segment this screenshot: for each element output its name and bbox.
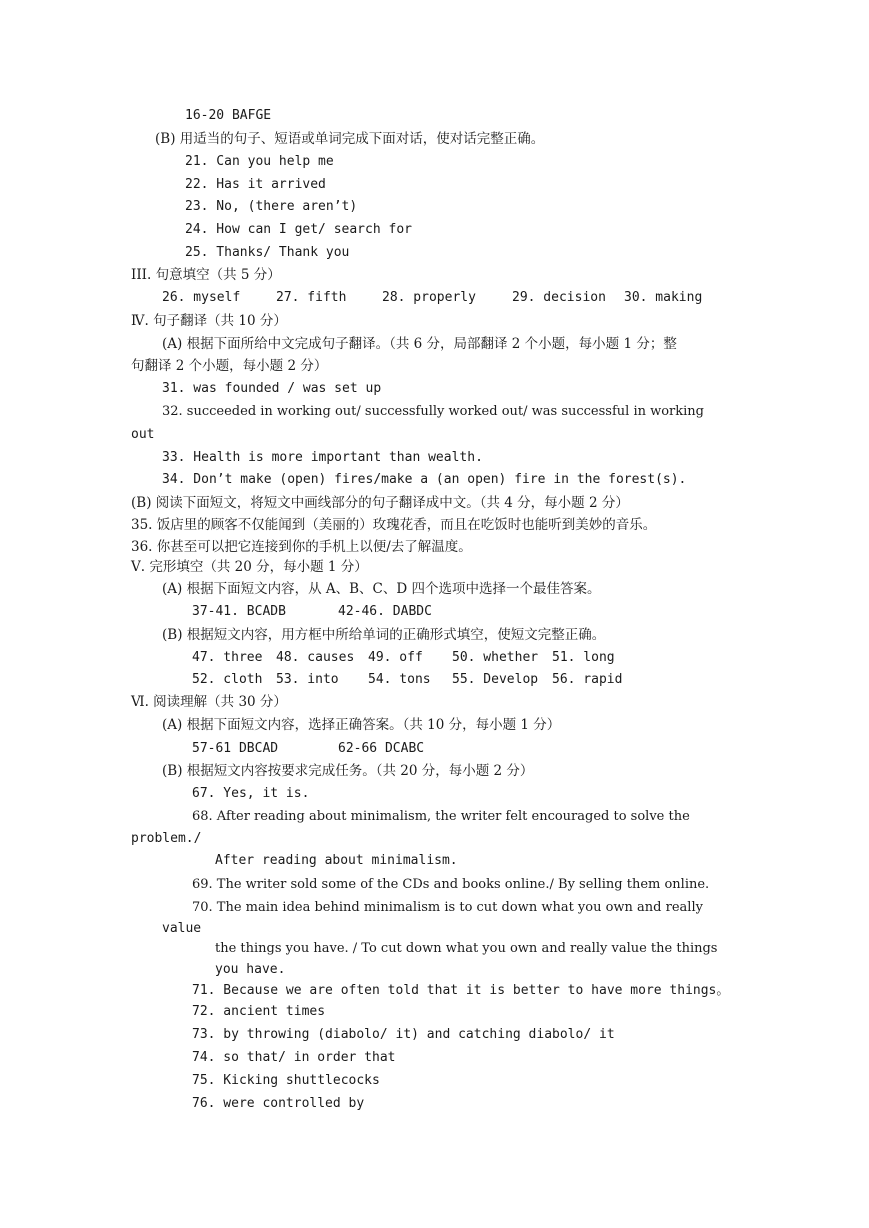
answer-68-cont: problem./ <box>131 831 202 846</box>
answer-21: 21. Can you help me <box>185 154 334 169</box>
answer-52: 52. cloth <box>192 672 263 687</box>
answer-49: 49. off <box>368 650 423 665</box>
section-5a-heading: (A) 根据下面短文内容，从 A、B、C、D 四个选项中选择一个最佳答案。 <box>162 581 601 597</box>
answer-67: 67. Yes, it is. <box>192 786 310 801</box>
answers-26-30 <box>162 289 702 307</box>
answer-71: 71. Because we are often told that it is better to have more things。 <box>192 983 730 998</box>
answer-37-41: 37-41. BCADB <box>192 604 286 619</box>
answer-33: 33. Health is more important than wealth. <box>162 450 483 465</box>
answers-47-51 <box>192 649 615 667</box>
answer-72: 72. ancient times <box>192 1004 326 1019</box>
section-4a-heading-cont: 句翻译 2 个小题，每小题 2 分） <box>131 358 328 374</box>
section-5b-heading: (B) 根据短文内容，用方框中所给单词的正确形式填空，使短文完整正确。 <box>162 627 606 643</box>
answer-47: 47. three <box>192 650 263 665</box>
answer-74: 74. so that/ in order that <box>192 1050 396 1065</box>
answer-75: 75. Kicking shuttlecocks <box>192 1073 380 1088</box>
answer-50: 50. whether <box>452 650 539 665</box>
answer-68-alt: After reading about minimalism. <box>215 853 458 868</box>
answer-31: 31. was founded / was set up <box>162 381 382 396</box>
answer-30: 30. making <box>624 290 703 305</box>
answer-54: 54. tons <box>368 672 431 687</box>
answer-26: 26. myself <box>162 290 241 305</box>
answer-70: 70. The main idea behind minimalism is to cut down what you own and really <box>192 900 703 915</box>
answer-73: 73. by throwing (diabolo/ it) and catching diabolo/ it <box>192 1027 615 1042</box>
answer-70-cont2: the things you have. / To cut down what you own and really value the things <box>215 941 718 956</box>
answer-76: 76. were controlled by <box>192 1096 365 1111</box>
answer-53: 53. into <box>276 672 339 687</box>
answers-57-66 <box>192 740 424 758</box>
answer-70-cont3: you have. <box>215 962 286 977</box>
answer-34: 34. Don’t make (open) fires/make a (an open) fire in the forest(s). <box>162 472 687 487</box>
section-2b-heading: (B) 用适当的句子、短语或单词完成下面对话，使对话完整正确。 <box>155 131 545 147</box>
section-4a-heading: (A) 根据下面所给中文完成句子翻译。（共 6 分，局部翻译 2 个小题，每小题 1 分；整 <box>162 336 677 352</box>
answer-68: 68. After reading about minimalism, the writer felt encouraged to solve the <box>192 809 690 824</box>
answer-70-cont: value <box>162 921 202 936</box>
answer-24: 24. How can I get/ search for <box>185 222 412 237</box>
answer-28: 28. properly <box>382 290 476 305</box>
answer-32: 32. succeeded in working out/ successfully worked out/ was successful in working <box>162 404 705 419</box>
answer-69: 69. The writer sold some of the CDs and books online./ By selling them online. <box>192 877 710 892</box>
answer-42-46: 42-46. DABDC <box>338 604 432 619</box>
answers-37-46 <box>192 603 432 621</box>
answer-22: 22. Has it arrived <box>185 177 326 192</box>
section-4b-heading: (B) 阅读下面短文，将短文中画线部分的句子翻译成中文。（共 4 分，每小题 2 分） <box>131 495 629 511</box>
section-4-heading: Ⅳ. 句子翻译（共 10 分） <box>131 313 287 329</box>
answer-23: 23. No, (there aren’t) <box>185 199 358 214</box>
section-6b-heading: (B) 根据短文内容按要求完成任务。（共 20 分，每小题 2 分） <box>162 763 534 779</box>
answer-32-cont: out <box>131 427 155 442</box>
answer-57-61: 57-61 DBCAD <box>192 741 279 756</box>
section-6a-heading: (A) 根据下面短文内容，选择正确答案。（共 10 分，每小题 1 分） <box>162 717 561 733</box>
answer-29: 29. decision <box>512 290 606 305</box>
answer-35: 35. 饭店里的顾客不仅能闻到（美丽的）玫瑰花香，而且在吃饭时也能听到美妙的音乐。 <box>131 517 657 533</box>
section-3-heading: III. 句意填空（共 5 分） <box>131 267 281 283</box>
answer-27: 27. fifth <box>276 290 347 305</box>
section-6-heading: Ⅵ. 阅读理解（共 30 分） <box>131 694 287 710</box>
answers-52-56 <box>192 671 622 689</box>
section-5-heading: Ⅴ. 完形填空（共 20 分，每小题 1 分） <box>131 559 368 575</box>
answer-62-66: 62-66 DCABC <box>338 741 425 756</box>
answer-16-20: 16-20 BAFGE <box>185 108 272 123</box>
answer-55: 55. Develop <box>452 672 539 687</box>
answer-51: 51. long <box>552 650 615 665</box>
answer-56: 56. rapid <box>552 672 623 687</box>
answer-25: 25. Thanks/ Thank you <box>185 245 350 260</box>
answer-36: 36. 你甚至可以把它连接到你的手机上以便/去了解温度。 <box>131 539 472 555</box>
answer-48: 48. causes <box>276 650 355 665</box>
